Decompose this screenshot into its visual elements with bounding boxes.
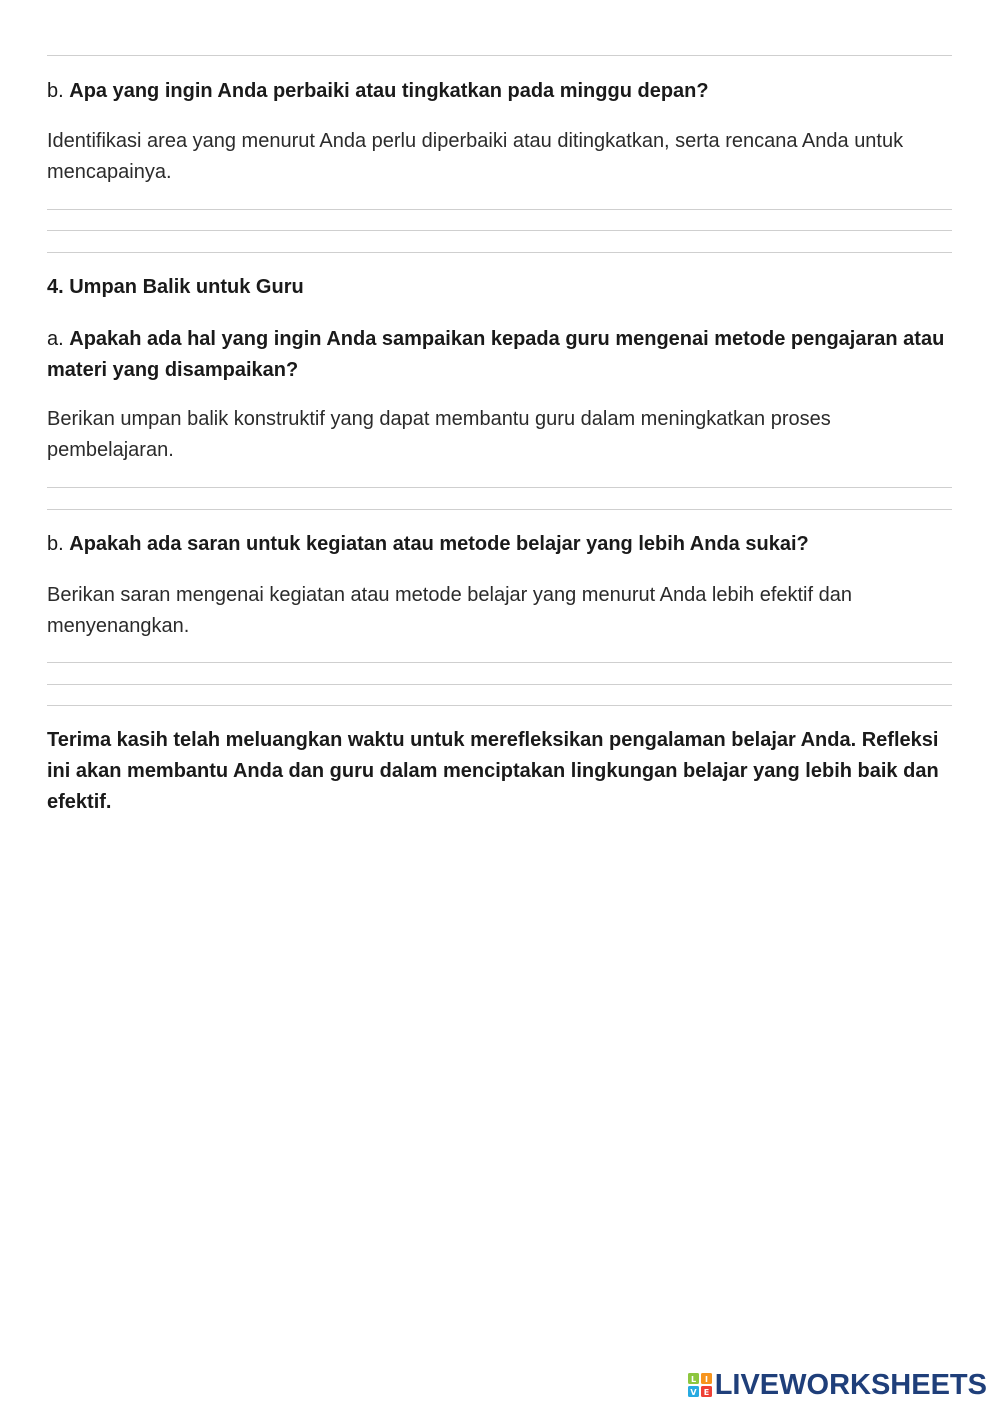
answer-line[interactable] [47,252,952,253]
question-4a-description: Berikan umpan balik konstruktif yang dapat membantu guru dalam meningkatkan proses pembelajaran. [47,408,831,461]
section-4-heading: 4. Umpan Balik untuk Guru [47,276,304,298]
liveworksheets-logo [688,1367,987,1403]
svg-text:L: L [690,1375,696,1384]
question-prefix: a. [47,328,64,350]
answer-line[interactable] [47,705,952,706]
question-4a [47,324,952,386]
svg-text:V: V [690,1388,697,1397]
question-text: Apa yang ingin Anda perbaiki atau tingkatkan pada minggu depan? [69,80,709,102]
answer-line [47,55,952,56]
question-3b [47,76,952,107]
answer-line[interactable] [47,684,952,685]
closing-note: Terima kasih telah meluangkan waktu untuk merefleksikan pengalaman belajar Anda. Refleksi ini akan membantu Anda dan guru dalam menciptakan lingkungan belajar yang lebih baik dan efektif. [47,729,939,813]
liveworksheets-logo-icon [688,1373,712,1397]
answer-line[interactable] [47,209,952,210]
answer-line[interactable] [47,662,952,663]
logo-text: LIVEWORKSHEETS [714,1369,987,1401]
question-text: Apakah ada hal yang ingin Anda sampaikan kepada guru mengenai metode pengajaran atau materi yang disampaikan? [47,328,945,381]
answer-line[interactable] [47,230,952,231]
question-4b [47,529,952,560]
question-text: Apakah ada saran untuk kegiatan atau metode belajar yang lebih Anda sukai? [69,533,809,555]
question-prefix: b. [47,533,64,555]
answer-line[interactable] [47,487,952,488]
question-prefix: b. [47,80,64,102]
question-3b-description: Identifikasi area yang menurut Anda perlu diperbaiki atau ditingkatkan, serta rencana Anda untuk mencapainya. [47,130,904,183]
svg-text:I: I [704,1375,708,1384]
svg-text:E: E [703,1388,709,1397]
question-4b-description: Berikan saran mengenai kegiatan atau metode belajar yang menurut Anda lebih efektif dan menyenangkan. [47,584,852,637]
answer-line[interactable] [47,509,952,510]
